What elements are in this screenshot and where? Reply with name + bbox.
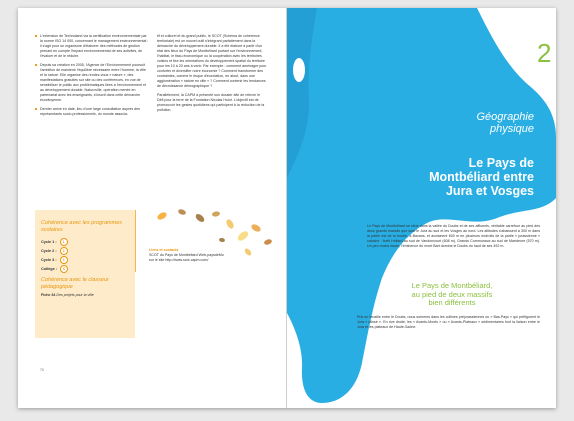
- bullet-icon: [35, 64, 37, 66]
- paragraph-agence: Depuis sa création en 2005, l'Agence de l'Environnement poursuit l'ambition de maintenir l'équilibre nécessaire entre l'homme, la ville et la nature. Elle organise des rendez-vous « nature », des manifestations gratuites sur site ou des conférences, en vue de sensibiliser le public aux problématiques liées à l'environnement et au développement durable. Naturoville, opération menée en partenariat avec les enseignants, s'inscrit dans cette démarche écocitoyenne.: [40, 63, 149, 103]
- cycle-row-college: Collège : C: [41, 264, 129, 273]
- page-number-left: 70: [40, 368, 44, 372]
- chapter-number: 2: [537, 38, 552, 68]
- cycle-2-icon: 2: [60, 247, 68, 255]
- link-scot[interactable]: SCOT du Pays de Montbéliard Web-paysdeMo: [149, 253, 224, 257]
- cycle-row-1: Cycle 1 : 1: [41, 237, 129, 246]
- cycle-row-3: Cycle 3 : 3: [41, 255, 129, 264]
- book-spread: [18, 8, 556, 408]
- chapter-title: Le Pays de Montbéliard entre Jura et Vosges: [429, 156, 534, 198]
- section-title: Le Pays de Montbéliard, au pied de deux massifs bien différents: [411, 281, 493, 307]
- box-divider: [135, 210, 136, 272]
- paragraph-technoland: L'extension de Technoland via la certification environnementale par la norme ISO 14 000, concernant le management environnemental : il s'agit pour un organisme d'élaborer des méthodes de gestion prenant en compte l'impact environnemental de ses activités, de l'évaluer et de le réduire.: [40, 34, 149, 59]
- blue-water-shape: [287, 8, 556, 408]
- section-body: Pris en tenaille entre le Doubs, nous sommes dans les collines préjurassiennes ou « Bas-Pays » qui préfigurent le Jura « plissé ». En rive droite, les « Avants-Monts » ou « Avants-Plateaux » sédimentaires font la liaison entre le Jura et les plateaux de Haute-Saône.: [357, 315, 540, 329]
- chapter-subtitle: Géographie physique: [476, 111, 534, 135]
- cycle-row-2: Cycle 2 : 2: [41, 246, 129, 255]
- water-drop-icon: [293, 58, 305, 82]
- intro-paragraph: Le Pays de Montbéliard se situe dans la vallée du Doubs et de ses affluents, véritable carrefour au pied des deux grands massifs que sont le Jura au sud et les Vosges au nord. Les altitudes s'abaissent à 300 m dans la partie est de la trouée, à Bavans, et avoisinent 600 m en plusieurs endroits de la partie « jurassienne » calcaire : forêt Hollard au sud de Vandoncourt (608 m), Grands Communaux au sud de Mandeure (570 m). Un peu moins haute, l'éminence du mont Bart domine le Doubs du haut de ses 492 m.: [367, 224, 540, 248]
- curriculum-box: [35, 210, 135, 338]
- paragraph-scot: tif et culturel et du grand public, le SCOT (Schéma de cohérence territoriale) est un nouvel outil s'intégrant parfaitement dans la démarche du développement durable. Il a été élaboré à partir d'un état des lieux du Pays de Montbéliard portant sur l'environnement, l'habitat, le tissu économique ou la coopération avec les territoires voisins et fixe les orientations du développement spatial du territoire pour les 10 à 20 ans à venir. Par exemple : comment aménager pour conforter et diversifier notre économie ? Comment transformer des contraintes, comme le risque d'inondation, en atout, dans une agglomération « nature en ville » ? Comment contenir les tendances de décroissance démographique ?: [157, 34, 267, 88]
- left-column-2: [157, 34, 267, 117]
- right-page: [287, 8, 556, 408]
- left-page: [18, 8, 286, 408]
- paragraph-defi: Parallèlement, la CAPM a présenté son dossier afin de relever le Défi pour la terre de la Fondation Nicolas Hulot. L'objectif est de promouvoir les gestes quotidiens qui participent à la réduction de la pollution.: [157, 93, 265, 112]
- left-column-1: [40, 34, 149, 121]
- cycle-3-icon: 3: [60, 256, 68, 264]
- bullet-icon: [35, 108, 37, 110]
- cycle-1-icon: 1: [60, 238, 68, 246]
- links-contacts: [149, 248, 269, 263]
- links-title: Liens et contacts: [149, 248, 179, 252]
- curriculum-title: Cohérence avec les programmes scolaires: [41, 220, 123, 233]
- link-scot-url[interactable]: sur le site http://www.scot-capm.com/: [149, 258, 209, 262]
- paragraph-scot-start: Dernier arrivé en date, lieu d'une large consultation auprès des représentants socio-professionnels, du monde associa-: [40, 107, 149, 117]
- fiche-line: Fiche 34 Des projets pour la ville: [41, 293, 94, 297]
- bullet-icon: [35, 35, 37, 37]
- college-icon: C: [60, 265, 68, 273]
- classeur-title: Cohérence avec le classeur pédagogique: [41, 277, 109, 290]
